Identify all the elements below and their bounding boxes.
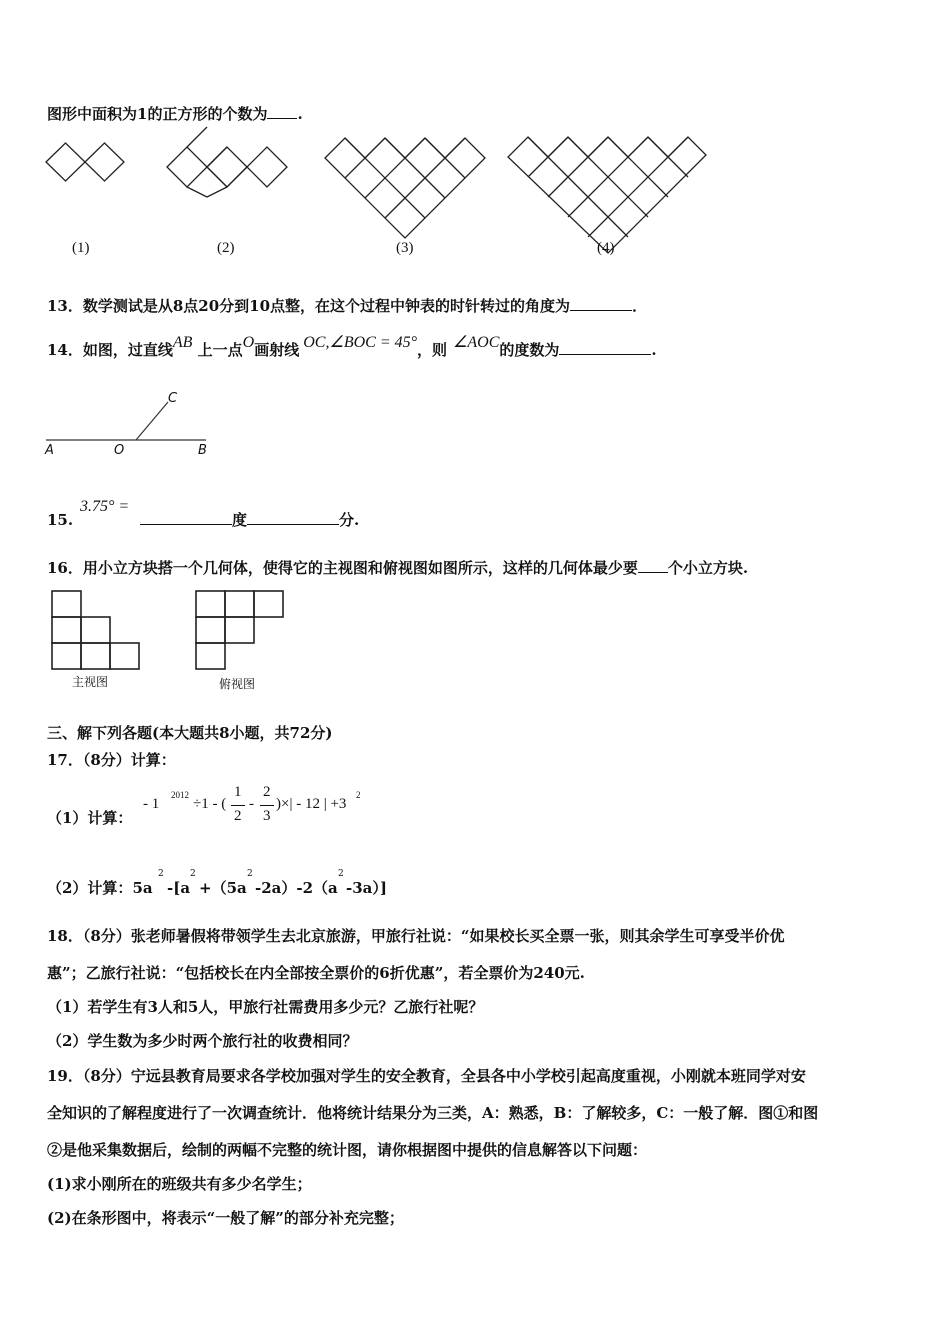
q18-sub2: （2）学生数为多少时两个旅行社的收费相同？ bbox=[47, 1032, 358, 1050]
q18-sub1: （1）若学生有3人和5人，甲旅行社需费用多少元？乙旅行社呢？ bbox=[47, 998, 484, 1016]
q19-sub1: (1)求小刚所在的班级共有多少名学生； bbox=[47, 1175, 312, 1193]
q19-sub2: (2)在条形图中，将表示“一般了解”的部分补充完整； bbox=[47, 1209, 404, 1227]
top-view-figure bbox=[196, 591, 286, 671]
q12-text: 图形中面积为1的正方形的个数为 . bbox=[47, 105, 303, 123]
point-a-label: A bbox=[45, 443, 54, 458]
figure-label-4: (4) bbox=[597, 240, 615, 256]
q17-part2-seg4: -3a）] bbox=[346, 879, 387, 897]
answer-blank[interactable] bbox=[570, 296, 632, 311]
q19-line1: 19．（8分）宁远县教育局要求各学校加强对学生的安全教育，全县各中小学校引起高度重视，小刚就本班同学对安 bbox=[47, 1067, 806, 1085]
answer-blank-degree[interactable] bbox=[140, 510, 232, 525]
q18-line1: 18．（8分）张老师暑假将带领学生去北京旅游，甲旅行社说：“如果校长买全票一张，则其余学生可享受半价优 bbox=[47, 927, 785, 945]
q12-figure-4 bbox=[508, 137, 706, 237]
q17-title: 17．（8分）计算： bbox=[47, 751, 176, 769]
figure-label-3: (3) bbox=[396, 240, 414, 256]
q13-text: 13．数学测试是从8点20分到10点整，在这个过程中钟表的时针转过的角度为 ． bbox=[47, 297, 648, 315]
sup-3: 2 bbox=[247, 869, 253, 879]
answer-blank-minute[interactable] bbox=[247, 510, 339, 525]
q17-part2-seg2: +（5a bbox=[199, 879, 247, 897]
q12-figure-1 bbox=[46, 143, 126, 183]
answer-blank[interactable] bbox=[267, 104, 297, 119]
front-view-figure bbox=[52, 591, 142, 671]
q18-line2: 惠”；乙旅行社说：“包括校长在内全部按全票价的6折优惠”，若全票价为240元. bbox=[47, 964, 585, 982]
sup-2: 2 bbox=[190, 869, 196, 879]
q17-part1-label: （1）计算： bbox=[47, 809, 133, 827]
q17-part2-seg1: -[a bbox=[167, 879, 191, 897]
point-o-label: O bbox=[114, 443, 125, 458]
answer-blank[interactable] bbox=[559, 340, 651, 355]
q19-line3: ②是他采集数据后，绘制的两幅不完整的统计图，请你根据图中提供的信息解答以下问题： bbox=[47, 1141, 648, 1159]
front-view-label: 主视图 bbox=[72, 675, 109, 689]
q17-part2-label: （2）计算：5a bbox=[47, 879, 153, 897]
q14-figure bbox=[46, 388, 216, 460]
q19-line2: 全知识的了解程度进行了一次调查统计．他将统计结果分为三类，A：熟悉，B：了解较多，C：一般了解．图①和图 bbox=[47, 1104, 819, 1122]
q12-figure-3 bbox=[325, 138, 485, 220]
point-c-label: C bbox=[168, 391, 178, 406]
answer-blank[interactable] bbox=[638, 558, 668, 573]
section-heading: 三、解下列各题(本大题共8小题，共72分) bbox=[47, 724, 333, 742]
q15-expr: 3.75° = bbox=[80, 498, 130, 515]
q14-text: 14．如图，过直线AB 上一点O画射线 OC,∠BOC = 45°，则 ∠AOC的度数为 . bbox=[47, 334, 657, 359]
q16-text: 16．用小立方块搭一个几何体，使得它的主视图和俯视图如图所示，这样的几何体最少要 个小立方块. bbox=[47, 559, 749, 577]
q12-figure-2 bbox=[167, 139, 287, 199]
q17-part1-expression: - 1 2012 ÷1 - ( 1 2 - 2 3 )×| - 12 | +3 2 bbox=[143, 784, 361, 824]
q15-blanks: 度 分. bbox=[140, 510, 359, 530]
q17-part2-seg3: -2a）-2（a bbox=[255, 879, 338, 897]
figure-label-2: (2) bbox=[217, 240, 235, 256]
sup-1: 2 bbox=[158, 869, 164, 879]
point-b-label: B bbox=[198, 443, 207, 458]
top-view-label: 俯视图 bbox=[219, 677, 256, 691]
sup-4: 2 bbox=[338, 869, 344, 879]
figure-label-1: (1) bbox=[72, 240, 90, 256]
q15-num: 15. bbox=[47, 511, 74, 529]
